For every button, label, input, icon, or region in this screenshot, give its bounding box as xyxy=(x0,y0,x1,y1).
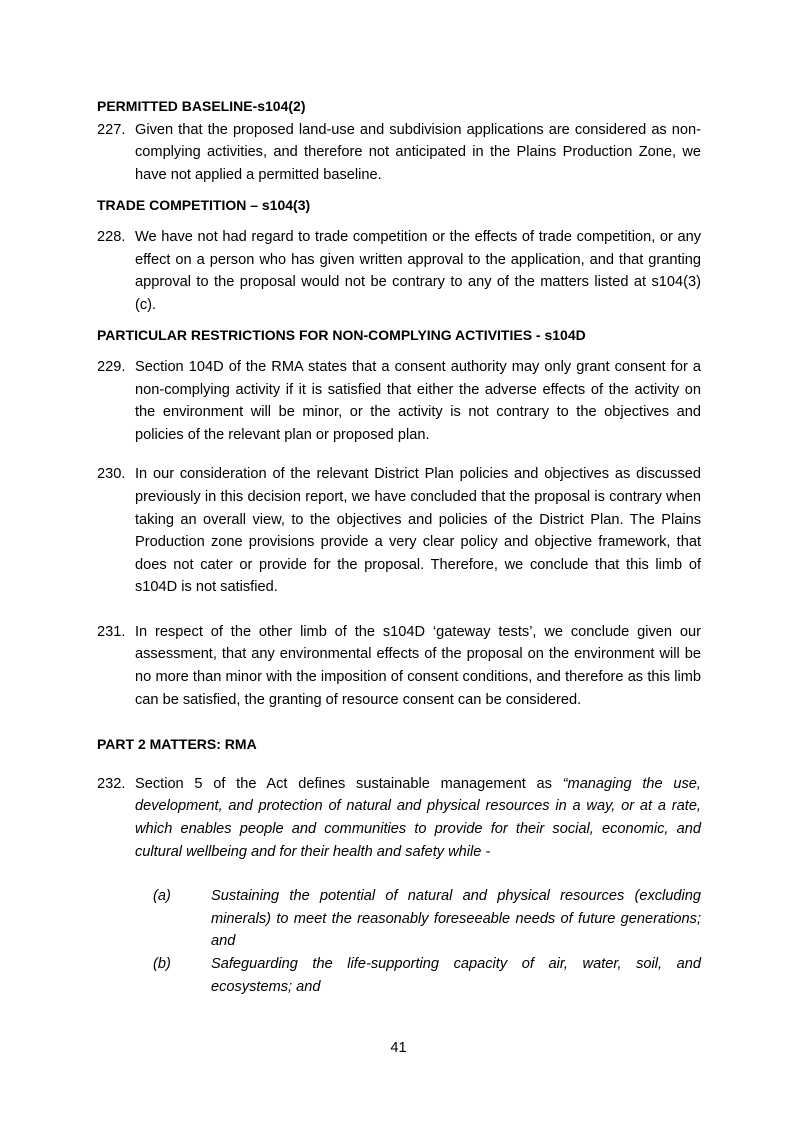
document-page xyxy=(97,95,701,998)
subitem-label: (b) xyxy=(153,956,171,972)
paragraph-number: 229. xyxy=(97,358,126,375)
section-heading-trade-competition: TRADE COMPETITION – s104(3) xyxy=(97,197,311,214)
paragraph-number: 232. xyxy=(97,775,126,792)
subitem-label: (a) xyxy=(153,888,171,905)
page-number: 41 xyxy=(390,1040,407,1056)
paragraph-231 xyxy=(97,621,701,711)
paragraph-text xyxy=(135,773,701,863)
subitem-a xyxy=(97,885,701,953)
paragraph-229 xyxy=(97,356,701,446)
subitem-b xyxy=(97,953,701,998)
subitem-text: Sustaining the potential of natural and physical resources (excluding minerals) to meet the reasonably foreseeable needs of future generations; and xyxy=(211,888,701,950)
section-heading-part-2-matters: PART 2 MATTERS: RMA xyxy=(97,736,257,753)
paragraph-number: 227. xyxy=(97,121,126,138)
paragraph-227 xyxy=(97,119,701,187)
paragraph-232 xyxy=(97,773,701,863)
paragraph-text: Section 104D of the RMA states that a consent authority may only grant consent for a non-complying activity if it is satisfied that either the adverse effects of the activity on the environment will be minor, or the activity is not contrary to the objectives and policies of the relevant plan or proposed plan. xyxy=(135,358,701,443)
paragraph-text: In respect of the other limb of the s104D ‘gateway tests’, we conclude given our assessment, that any environmental effects of the proposal on the environment will be no more than minor with the imposition of consent conditions, and therefore as this limb can be satisfied, the granting of resource consent can be considered. xyxy=(135,623,701,708)
paragraph-text-quote: “managing the use, development, and protection of natural and physical resources in a way, or at a rate, which enables people and communities to provide for their social, economic, and cultural wellbeing and for their health and safety while - xyxy=(135,775,701,860)
section-heading-particular-restrictions: PARTICULAR RESTRICTIONS FOR NON-COMPLYING ACTIVITIES - s104D xyxy=(97,327,586,344)
paragraph-text: In our consideration of the relevant District Plan policies and objectives as discussed previously in this decision report, we have concluded that the proposal is contrary when taking an overall view, to the objectives and policies of the District Plan. The Plains Production zone provisions provide a very clear policy and objective framework, that does not cater or provide for the proposal. Therefore, we conclude that this limb of s104D is not satisfied. xyxy=(135,466,701,596)
paragraph-230 xyxy=(97,463,701,599)
paragraph-text-plain: Section 5 of the Act defines sustainable management as xyxy=(135,775,563,792)
paragraph-number: 228. xyxy=(97,228,126,245)
paragraph-text: We have not had regard to trade competition or the effects of trade competition, or any effect on a person who has given written approval to the application, and that granting approval to the proposal would not be contrary to any of the matters listed at s104(3)(c). xyxy=(135,228,701,313)
paragraph-number: 230. xyxy=(97,466,126,483)
paragraph-number: 231. xyxy=(97,623,126,640)
paragraph-228 xyxy=(97,226,701,316)
subitem-text: Safeguarding the life-supporting capacity of air, water, soil, and ecosystems; and xyxy=(211,956,701,995)
section-heading-permitted-baseline: PERMITTED BASELINE-s104(2) xyxy=(97,98,306,114)
paragraph-text: Given that the proposed land-use and subdivision applications are considered as non-complying activities, and therefore not anticipated in the Plains Production Zone, we have not applied a permitted baseline. xyxy=(135,121,701,183)
